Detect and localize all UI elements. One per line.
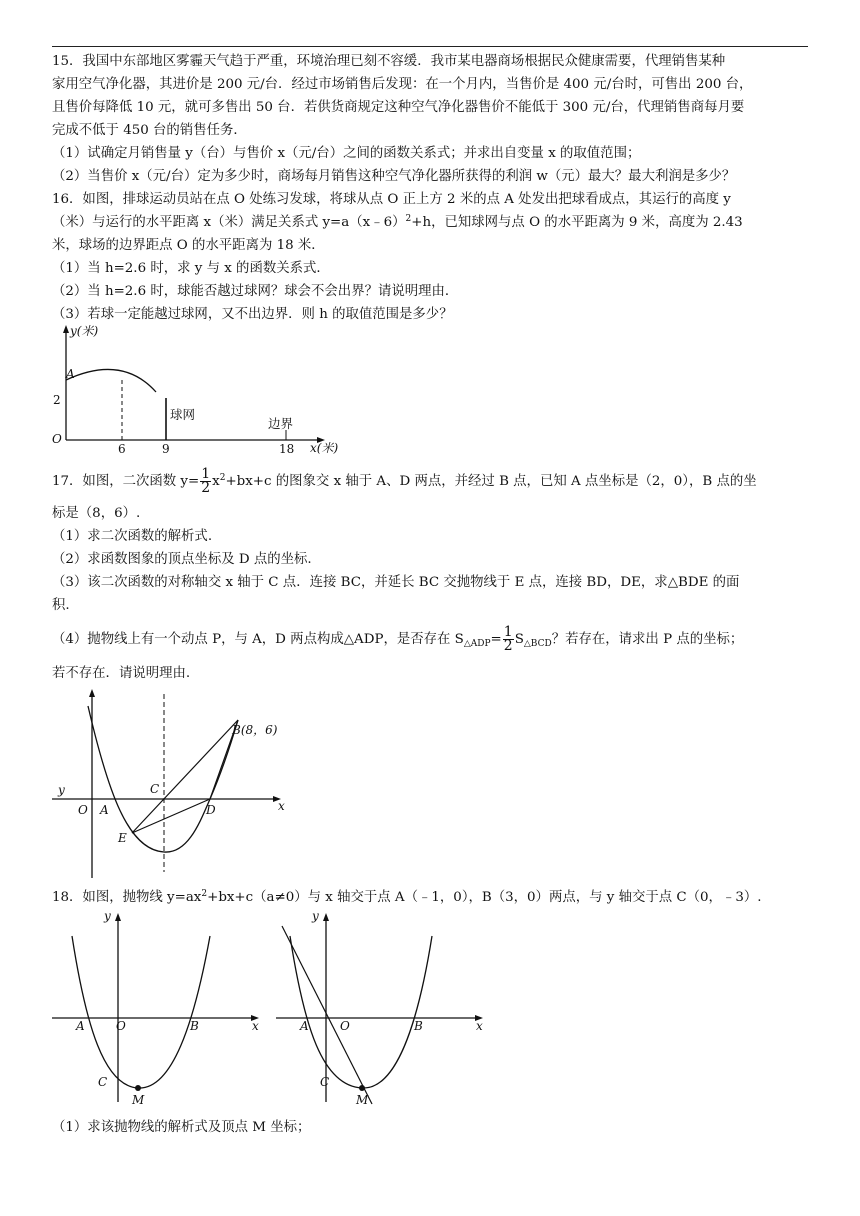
q17-point-c-label: C xyxy=(150,782,160,796)
q16-line-2b: +h，已知球网与点 O 的水平距离为 9 米，高度为 2.43 xyxy=(411,215,743,230)
q17-line-de xyxy=(132,799,210,833)
q16-part-1: （1）当 h=2.6 时，求 y 与 x 的函数关系式． xyxy=(52,261,330,276)
q17-part-4-fraction xyxy=(503,626,514,653)
q18r-origin-label: O xyxy=(340,1019,350,1033)
q16-part-2: （2）当 h=2.6 时，球能否越过球网？球会不会出界？请说明理由． xyxy=(52,284,459,299)
q18r-point-b-label: B xyxy=(414,1019,423,1033)
q17-y-axis-arrow xyxy=(89,689,95,697)
q17-y-axis-label: y xyxy=(58,783,65,797)
q18r-y-axis-arrow xyxy=(323,913,329,921)
q16-tick-18: 18 xyxy=(279,442,295,456)
q16-point-a-label: A xyxy=(66,367,75,381)
q18r-point-c-label: C xyxy=(320,1075,330,1089)
q17-line-1c: +bx+c 的图象交 x 轴于 A、D 两点，并经过 B 点，已知 A 点坐标是（2，0），B 点的坐 xyxy=(225,474,757,489)
q18l-y-axis-arrow xyxy=(115,913,121,921)
q18l-parabola xyxy=(72,936,210,1088)
q18r-point-a-label: A xyxy=(300,1019,309,1033)
q18l-point-b-label: B xyxy=(190,1019,199,1033)
q17-point-b-label: B(8，6) xyxy=(232,723,278,737)
q15-line-4: 完成不低于 450 台的销售任务． xyxy=(52,123,247,138)
q17-fraction-den: 2 xyxy=(201,480,211,496)
q17-parabola xyxy=(88,706,238,852)
q18-line-1b: +bx+c（a≠0）与 x 轴交于点 A（﹣1，0），B（3，0）两点，与 y 轴交于点 C（0，﹣3）. xyxy=(207,890,762,905)
q17-figure xyxy=(48,682,298,882)
q18r-vertex-dot xyxy=(359,1085,365,1091)
q16-y-axis-arrow xyxy=(63,325,69,333)
q16-boundary-label: 边界 xyxy=(268,416,294,431)
q17-fraction-num: 1 xyxy=(201,466,211,482)
q16-part-3: （3）若球一定能越过球网，又不出边界．则 h 的取值范围是多少？ xyxy=(52,307,453,322)
q17-part-2: （2）求函数图象的顶点坐标及 D 点的坐标. xyxy=(52,552,312,567)
q16-net-label: 球网 xyxy=(170,407,196,422)
q18l-point-c-label: C xyxy=(98,1075,108,1089)
q16-figure xyxy=(48,322,348,454)
q17-part-4 xyxy=(52,626,812,653)
q16-origin-label: O xyxy=(52,432,62,446)
q18r-point-m-label: M xyxy=(356,1093,369,1107)
q16-x-axis-label: x(米) xyxy=(310,441,339,455)
q15-line-1: 15．我国中东部地区雾霾天气趋于严重，环境治理已刻不容缓．我市某电器商场根据民众健康需要，代理销售某种 xyxy=(52,54,726,69)
q17-x-axis-label: x xyxy=(278,799,285,813)
q17-part-3a: （3）该二次函数的对称轴交 x 轴于 C 点．连接 BC，并延长 BC 交抛物线于 E 点，连接 BD，DE，求△BDE 的面 xyxy=(52,575,740,590)
q17-line-1a: 17．如图，二次函数 y= xyxy=(52,474,200,489)
q17-point-e-label: E xyxy=(118,831,127,845)
q17-part-1: （1）求二次函数的解析式. xyxy=(52,529,213,544)
q17-s: S xyxy=(514,632,524,647)
q18-line-1a: 18．如图，抛物线 y=ax xyxy=(52,890,202,905)
q16-exponent: 2 xyxy=(405,214,412,224)
q15-line-2: 家用空气净化器，其进价是 200 元/台．经过市场销售后发现：在一个月内，当售价是 400 元/台时，可售出 200 台， xyxy=(52,77,753,92)
q18l-point-a-label: A xyxy=(76,1019,85,1033)
q17-line-1 xyxy=(52,468,812,495)
q18l-x-axis-label: x xyxy=(252,1019,259,1033)
q17-point-d-label: D xyxy=(206,803,216,817)
q15-line-3: 且售价每降低 10 元，就可多售出 50 台．若供货商规定这种空气净化器售价不能低于 300 元/台，代理销售商每月要 xyxy=(52,100,745,115)
q17-line-1b: x xyxy=(212,474,220,489)
top-rule xyxy=(52,46,808,47)
q17-line-be xyxy=(132,720,238,833)
q17-exponent: 2 xyxy=(219,473,226,483)
q16-line-3: 米，球场的边界距点 O 的水平距离为 18 米． xyxy=(52,238,325,253)
q18r-parabola xyxy=(290,936,432,1088)
q16-line-2 xyxy=(52,213,812,233)
q17-part-4-fraction-num: 1 xyxy=(503,624,513,640)
q18l-point-m-label: M xyxy=(132,1093,145,1107)
q17-sub-bcd: △BCD xyxy=(523,639,552,649)
q18l-origin-label: O xyxy=(116,1019,126,1033)
q17-point-a-label: A xyxy=(100,803,109,817)
q18-exponent: 2 xyxy=(201,889,208,899)
q18l-vertex-dot xyxy=(135,1085,141,1091)
q17-origin-label: O xyxy=(78,803,88,817)
q17-equals: = xyxy=(490,632,502,647)
q17-part-4c: 若不存在．请说明理由. xyxy=(52,666,191,681)
q16-ball-path xyxy=(66,369,156,392)
q17-sub-adp: △ADP xyxy=(463,639,491,649)
q18-figure-right xyxy=(272,906,502,1106)
q17-part-4b: ？若存在，请求出 P 点的坐标； xyxy=(551,632,744,647)
q15-part-1: （1）试确定月销售量 y（台）与售价 x（元/台）之间的函数关系式；并求出自变量 x 的取值范围； xyxy=(52,146,641,161)
q16-tick-6: 6 xyxy=(118,442,126,456)
q15-part-2: （2）当售价 x（元/台）定为多少时，商场每月销售这种空气净化器所获得的利润 w（元）最大？最大利润是多少？ xyxy=(52,169,736,184)
q17-part-3b: 积. xyxy=(52,598,70,613)
q16-tick-9: 9 xyxy=(162,442,170,456)
q18r-y-axis-label: y xyxy=(312,909,319,923)
q18l-y-axis-label: y xyxy=(104,909,111,923)
q17-part-4-fraction-den: 2 xyxy=(503,638,513,654)
q16-y-axis-label: y(米) xyxy=(70,324,99,338)
q17-fraction xyxy=(200,468,211,495)
q18r-x-axis-label: x xyxy=(476,1019,483,1033)
q16-line-2a: （米）与运行的水平距离 x（米）满足关系式 y=a（x﹣6） xyxy=(52,215,406,230)
q16-tick-2: 2 xyxy=(53,393,61,407)
q16-line-1: 16．如图，排球运动员站在点 O 处练习发球，将球从点 O 正上方 2 米的点 A 处发出把球看成点，其运行的高度 y xyxy=(52,192,731,207)
q18-line-1 xyxy=(52,888,812,908)
q18-figure-left xyxy=(48,906,278,1106)
q18-part-1: （1）求该抛物线的解析式及顶点 M 坐标； xyxy=(52,1120,311,1135)
q17-part-4a: （4）抛物线上有一个动点 P，与 A，D 两点构成△ADP，是否存在 S xyxy=(52,632,464,647)
q17-line-2: 标是（8，6）. xyxy=(52,506,141,521)
